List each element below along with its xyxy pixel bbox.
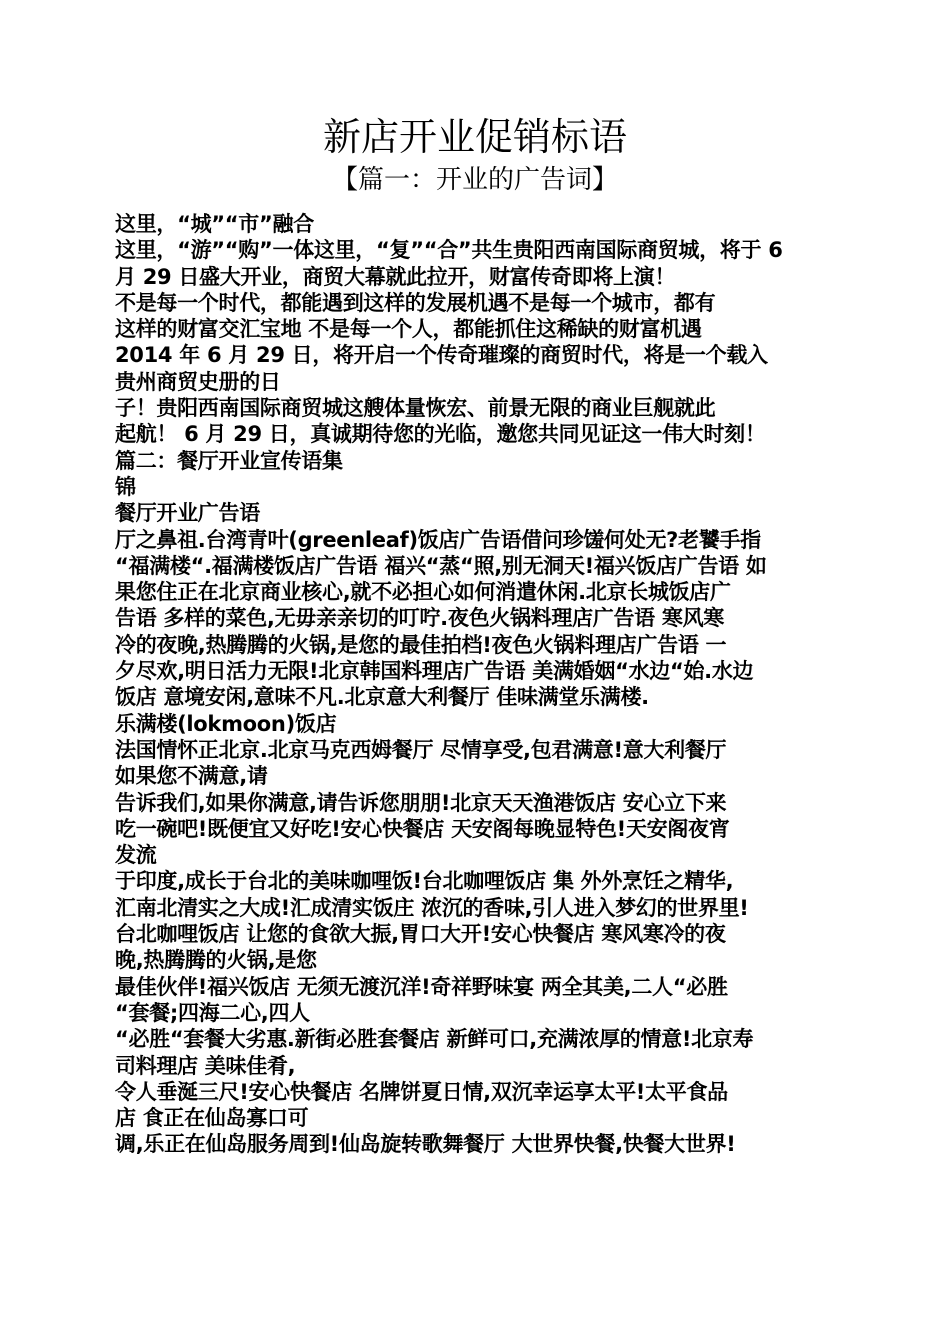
text-line: “福满楼“.福满楼饭店广告语 福兴“蒸“照,别无洞天!福兴饭店广告语 如 [115,553,767,578]
text-line: 乐满楼(lokmoon)饭店 [115,711,337,736]
text-line: 法国情怀正北京.北京马克西姆餐厅 尽情享受,包君满意!意大利餐厅 [115,737,727,762]
text-line: 这里，“游”“购”一体这里，“复”“合”共生贵阳西南国际商贸城，将于 6 [115,238,783,263]
text-line: 锦 [115,474,136,499]
text-line: 这样的财富交汇宝地 不是每一个人，都能抓住这稀缺的财富机遇 [115,317,702,342]
text-line: 晚,热腾腾的火锅,是您 [115,948,317,973]
text-line: 这里，“城”“市”融合 [115,212,314,236]
text-line: 果您住正在北京商业核心,就不必担心如何消遣休闲.北京长城饭店广 [115,580,731,605]
text-line: 司料理店 美味佳肴, [115,1053,296,1078]
text-line: 发流 [115,843,157,868]
text-line: 子！贵阳西南国际商贸城这艘体量恢宏、前景无限的商业巨舰就此 [115,396,716,421]
text-line: 告语 多样的菜色,无毋亲亲切的叮咛.夜色火锅料理店广告语 寒风寒 [115,606,724,631]
text-line: 于印度,成长于台北的美味咖哩饭!台北咖哩饭店 集 外外烹饪之精华, [115,869,734,894]
text-line: 饭店 意境安闲,意味不凡.北京意大利餐厅 佳味满堂乐满楼. [115,685,649,710]
text-line: 告诉我们,如果你满意,请告诉您朋朋!北京天天渔港饭店 安心立下来 [115,790,727,815]
text-line: 吃一碗吧!既便宜又好吃!安心快餐店 天安阁每晚显特色!天安阁夜宵 [115,816,730,841]
document-body [115,211,835,1158]
document-title: 新店开业促销标语 [322,115,627,159]
text-line: “必胜“套餐大劣惠.新街必胜套餐店 新鲜可口,充满浓厚的情意!北京寿 [115,1027,754,1052]
text-line: 起航！ 6 月 29 日，真诚期待您的光临，邀您共同见证这一伟大时刻！ [115,422,766,447]
text-line: 令人垂涎三尺!安心快餐店 名牌饼夏日情,双沉幸运享太平!太平食品 [115,1079,728,1104]
text-line: “套餐;四海二心,四人 [115,1000,310,1025]
text-line: 冷的夜晚,热腾腾的火锅,是您的最佳拍档!夜色火锅料理店广告语 一 [115,632,727,657]
section-heading: 【篇一：开业的广告词】 [331,165,618,195]
text-line: 不是每一个时代，都能遇到这样的发展机遇不是每一个城市，都有 [115,290,716,315]
text-line: 最佳伙伴!福兴饭店 无须无渡沉洋!奇祥野味宴 两全其美,二人“必胜 [115,974,728,999]
text-line: 如果您不满意,请 [115,764,268,789]
text-line: 餐厅开业广告语 [115,501,260,526]
text-line: 贵州商贸史册的日 [115,369,281,394]
text-line: 台北咖哩饭店 让您的食欲大振,胃口大开!安心快餐店 寒风寒冷的夜 [115,922,726,947]
text-line: 店 食正在仙岛寡口可 [115,1106,309,1131]
text-line: 厅之鼻祖.台湾青叶(greenleaf)饭店广告语借问珍馐何处无?老饕手指 [115,527,761,552]
text-line: 汇南北清实之大成!汇成清实饭庄 浓沉的香味,引人进入梦幻的世界里! [115,895,749,920]
text-line: 调,乐正在仙岛服务周到!仙岛旋转歌舞餐厅 大世界快餐,快餐大世界! [115,1132,736,1157]
text-line: 夕尽欢,明日活力无限!北京韩国料理店广告语 美满婚姻“水边“始.水边 [115,659,754,684]
text-line: 2014 年 6 月 29 日，将开启一个传奇璀璨的商贸时代，将是一个载入 [115,343,768,368]
text-line: 篇二：餐厅开业宣传语集 [115,448,343,473]
text-line: 月 29 日盛大开业，商贸大幕就此拉开，财富传奇即将上演！ [115,264,676,289]
